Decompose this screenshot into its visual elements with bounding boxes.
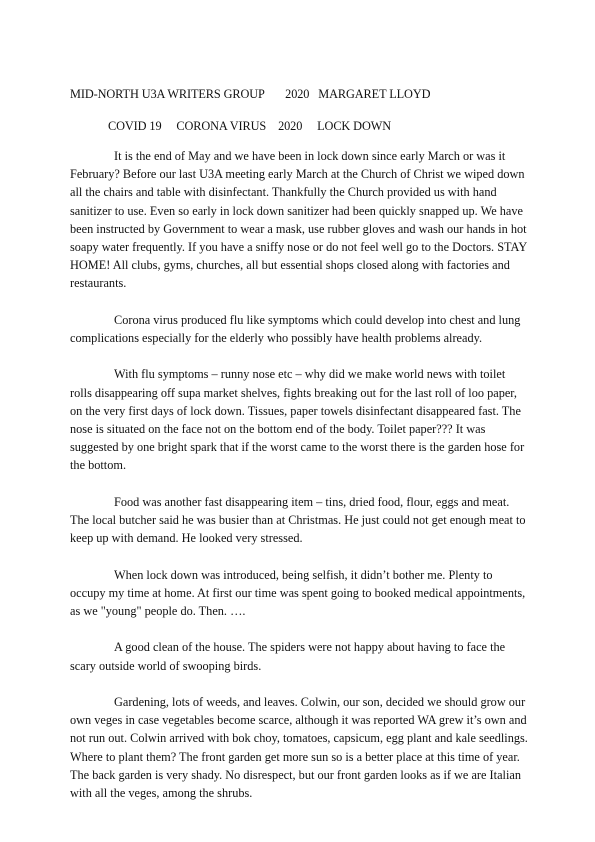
body-text: [70, 147, 528, 820]
paragraph-time-at-home: When lock down was introduced, being selfish, it didn’t bother me. Plenty to occupy my time at home. At first our time was spent going to booked medical appointments, as we "young" people do. Then. ….: [70, 567, 526, 619]
paragraph-gardening: Gardening, lots of weeds, and leaves. Colwin, our son, decided we should grow our own veges in case vegetables become scarce, although it was reported WA grew it’s own and not run out. Colwin arrived with bok choy, tomatoes, capsicum, egg plant and kale seedlings. Where to plant them? The front garden get more sun so is a better place at this time of year. The back garden is very shady. No disrespect, but our front garden looks as if we are Italian with all the veges, among the shrubs.: [70, 695, 528, 801]
header-line-title: COVID 19 CORONA VIRUS 2020 LOCK DOWN: [108, 119, 392, 133]
paragraph-symptoms: Corona virus produced flu like symptoms which could develop into chest and lung complications especially for the elderly who possibly have health problems already.: [70, 312, 521, 346]
paragraph-cleaning: A good clean of the house. The spiders were not happy about having to face the scary outside world of swooping birds.: [70, 640, 506, 673]
header-line-group-author: MID-NORTH U3A WRITERS GROUP 2020 MARGARET LLOYD: [70, 87, 431, 101]
paragraph-lockdown-intro: It is the end of May and we have been in lock down since early March or was it February? Before our last U3A meeting early March at the Church of Christ we wiped down all the chairs and table with disinfectant. Thankfully the Church provided us with hand sanitizer to use. Even so early in lock down sanitizer had been quickly snapped up. We have been instructed by Government to wear a mask, use rubber gloves and wash our hands in hot soapy water frequently. If you have a sniffy nose or do not feel well go to the Doctors. STAY HOME! All clubs, gyms, churches, all but essential shops closed along with factories and restaurants.: [70, 149, 527, 291]
paragraph-food: Food was another fast disappearing item – tins, dried food, flour, eggs and meat. The local butcher said he was busier than at Christmas. He just could not get enough meat to keep up with demand. He looked very stressed.: [70, 494, 526, 546]
paragraph-toilet-paper: With flu symptoms – runny nose etc – why did we make world news with toilet rolls disappearing off supa market shelves, fights breaking out for the last roll of loo paper, on the very first days of lock down. Tissues, paper towels disinfectant disappeared fast. The nose is situated on the face not on the bottom end of the body. Toilet paper??? It was suggested by one bright spark that if the worst came to the worst there is the garden hose for the bottom.: [70, 367, 525, 473]
